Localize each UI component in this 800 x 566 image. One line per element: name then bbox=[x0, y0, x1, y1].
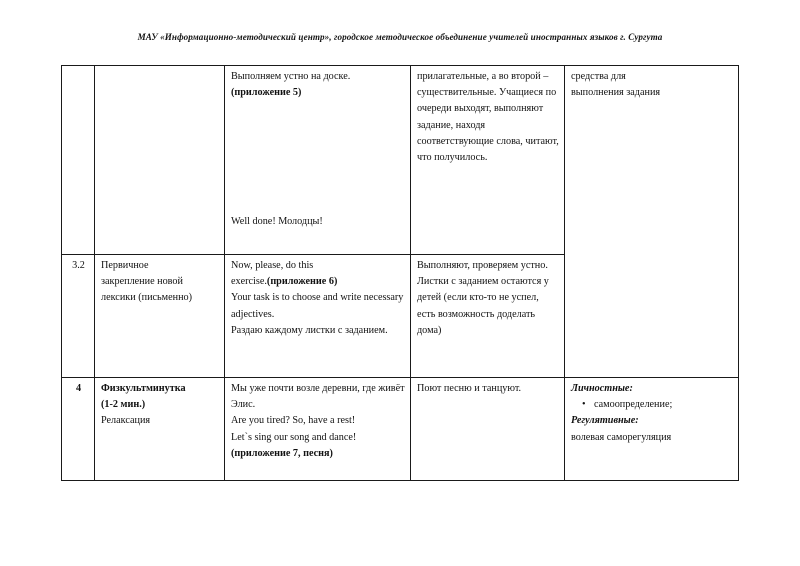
row-number-cell bbox=[62, 255, 95, 378]
row-number: 4 bbox=[75, 383, 82, 394]
lesson-plan-table bbox=[61, 65, 739, 481]
student-activity-text: прилагательные, а во второй – существительные. Учащиеся по очереди выходят, выполняют задание, находя соответствующие слова, читают, что получилось. bbox=[417, 71, 559, 164]
teacher-appendix-ref: (приложение 5) bbox=[231, 87, 302, 99]
stage-line: лексики (письменно) bbox=[101, 292, 193, 304]
teacher-line-with-ref bbox=[231, 274, 405, 290]
row-number: 3.2 bbox=[72, 260, 85, 271]
teacher-praise-line: Well done! Молодцы! bbox=[231, 216, 323, 228]
teacher-line: Раздаю каждому листки с заданием. bbox=[231, 324, 388, 336]
table-row bbox=[62, 378, 739, 481]
stage-title: Физкультминутка bbox=[101, 383, 186, 394]
teacher-line: Выполняем устно на доске. bbox=[231, 71, 351, 82]
teacher-line: Now, please, do this bbox=[231, 260, 314, 271]
page-running-header: МАУ «Информационно-методический центр», городское методическое объединение учителей иностранных языков г. Сургута bbox=[137, 32, 663, 42]
teacher-line-part: exercise. bbox=[231, 276, 267, 288]
stage-subtitle: Релаксация bbox=[101, 415, 151, 427]
row-number-cell bbox=[62, 66, 95, 255]
uud-cell bbox=[565, 66, 739, 378]
teacher-line: Are you tired? So, have a rest! bbox=[231, 415, 356, 427]
uud-line: выполнения задания bbox=[571, 87, 661, 99]
lesson-plan-table-wrapper bbox=[61, 65, 738, 480]
row-number-cell bbox=[62, 378, 95, 481]
teacher-activity-cell bbox=[225, 378, 411, 481]
stage-line: закрепление новой bbox=[101, 276, 183, 288]
teacher-line: Мы уже почти возле деревни, где живёт Элис. bbox=[231, 383, 405, 411]
table-row bbox=[62, 66, 739, 255]
student-activity-cell bbox=[411, 255, 565, 378]
uud-group-title: Личностные: bbox=[571, 383, 633, 394]
uud-group-title: Регулятивные: bbox=[571, 415, 639, 427]
list-item: • самоопределение; bbox=[594, 397, 733, 413]
stage-line: Первичное bbox=[101, 260, 149, 271]
student-activity-cell bbox=[411, 378, 565, 481]
teacher-line: Let`s sing our song and dance! bbox=[231, 431, 357, 443]
stage-duration: (1-2 мин.) bbox=[101, 399, 146, 411]
stage-cell bbox=[95, 255, 225, 378]
teacher-activity-cell bbox=[225, 66, 411, 255]
teacher-appendix-ref: (приложение 6) bbox=[266, 276, 338, 288]
stage-cell bbox=[95, 66, 225, 255]
teacher-line: Your task is to choose and write necessary adjectives. bbox=[231, 292, 404, 320]
teacher-activity-cell bbox=[225, 255, 411, 378]
stage-cell bbox=[95, 378, 225, 481]
student-activity-cell bbox=[411, 66, 565, 255]
student-activity-text: Поют песню и танцуют. bbox=[417, 383, 522, 394]
vertical-spacer bbox=[231, 101, 405, 214]
teacher-appendix-ref: (приложение 7, песня) bbox=[231, 447, 333, 459]
student-activity-text: Выполняют, проверяем устно. Листки с заданием остаются у детей (если кто-то не успел, есть возможность доделать дома) bbox=[417, 260, 549, 336]
uud-cell bbox=[565, 378, 739, 481]
uud-group-text: волевая саморегуляция bbox=[571, 431, 672, 443]
uud-line: средства для bbox=[571, 71, 626, 82]
uud-bullet-list bbox=[571, 397, 733, 413]
